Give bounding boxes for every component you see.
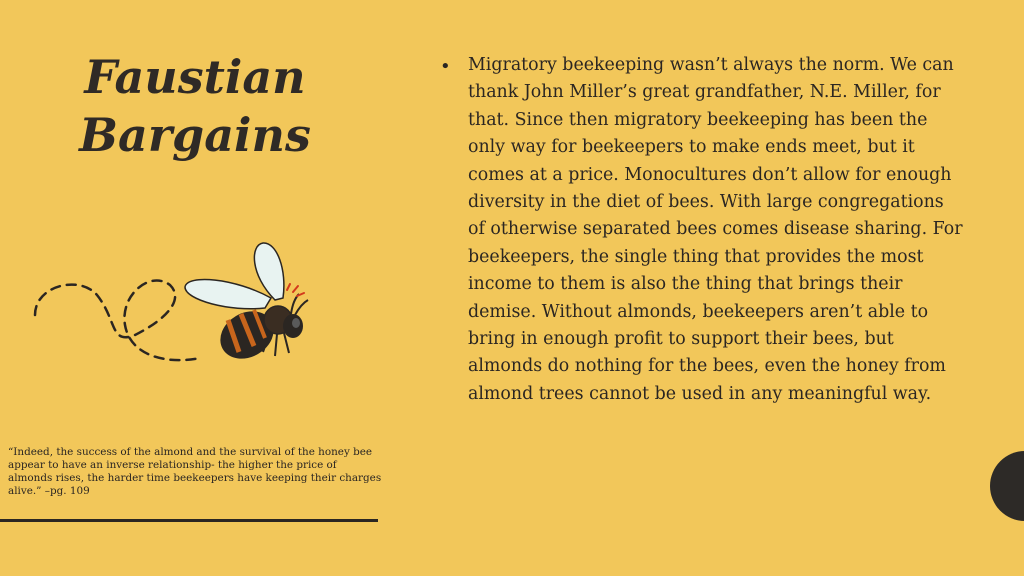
title-line-1: Faustian	[84, 50, 306, 104]
bee-wing-front	[185, 279, 271, 308]
flight-path-dashes	[35, 281, 200, 361]
bee-illustration	[25, 240, 325, 380]
bullet-item: Migratory beekeeping wasn’t always the norm. We can thank John Miller’s great grandfather, N.E. Miller, for that. Since then migratory beekeeping has been the only way for beekeepers to make ends meet, but it comes at a price. Monocultures don’t allow for enough diversity in the diet of bees. With large congregations of otherwise separated bees comes disease sharing. For beekeepers, the single thing that provides the most income to them is also the thing that brings their demise. Without almonds, beekeepers aren’t able to bring in enough profit to support their bees, but almonds do nothing for the bees, even the honey from almond trees cannot be used in any meaningful way.	[468, 55, 963, 404]
book-quote: “Indeed, the success of the almond and the survival of the honey bee appear to have an inverse relationship- the higher the price of almonds rises, the harder time beekeepers have keeping their charges alive.” –pg. 109	[8, 446, 382, 497]
decorative-circle	[990, 451, 1024, 521]
slide-title	[60, 48, 330, 164]
bullet-icon: •	[440, 56, 451, 77]
title-line-2: Bargains	[79, 108, 311, 162]
quote-divider	[0, 519, 378, 522]
bullet-list	[440, 52, 965, 408]
alert-marks-icon	[287, 284, 304, 296]
